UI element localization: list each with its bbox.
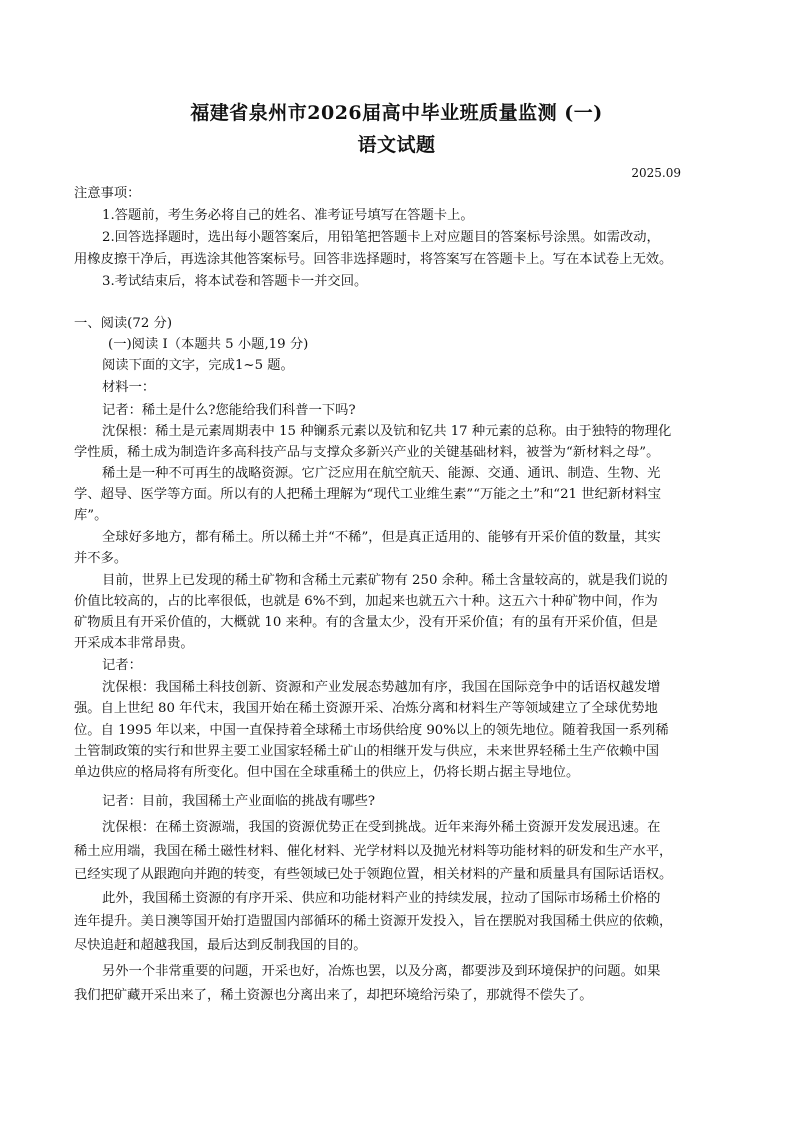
paragraph-line: 强。自上世纪 80 年代末，我国开始在稀土资源开采、冶炼分离和材料生产等领域建立了全球优势地: [74, 701, 658, 716]
paragraph-line: 目前，世界上已发现的稀土矿物和含稀土元素矿物有 250 余种。稀土含量较高的，就是我们说的: [102, 573, 668, 588]
paragraph-line: 价值比较高的，占的比率很低，也就是 6%不到，加起来也就五六十种。这五六十种矿物中间，作为: [74, 594, 658, 609]
paragraph-line: 已经实现了从跟跑向并跑的转变，有些领域已处于领跑位置，相关材料的产量和质量具有国际话语权。: [74, 867, 673, 882]
paragraph-line: 我们把矿藏开采出来了，稀土资源也分离出来了，却把环境给污染了，那就得不偿失了。: [74, 988, 593, 1003]
paragraph-line: 位。自 1995 年以来，中国一直保持着全球稀土市场供给度 90%以上的领先地位。随着我国一系列稀: [74, 723, 669, 738]
paragraph-line: 此外，我国稀土资源的有序开采、供应和功能材料产业的持续发展，拉动了国际市场稀土价格的: [102, 891, 661, 906]
paragraph-line: 另外一个非常重要的问题，开采也好，冶炼也罢，以及分离，都要涉及到环境保护的问题。如果: [102, 964, 661, 979]
notice-item-3: 3.考试结束后，将本试卷和答题卡一并交回。: [102, 274, 368, 289]
exam-subject: 语文试题: [357, 134, 436, 156]
paragraph-line: 全球好多地方，都有稀土。所以稀土并“不稀”，但是真正适用的、能够有开采价值的数量，其实: [102, 530, 661, 545]
notice-item-2: 2.回答选择题时，选出每小题答案后，用铅笔把答题卡上对应题目的答案标号涂黑。如需改动，: [102, 230, 660, 245]
paragraph-line: 矿物质且有开采价值的，大概就 10 来种。有的含量太少，没有开采价值；有的虽有开采价值，但是: [74, 615, 658, 630]
section-instruction: 阅读下面的文字，完成1~5 题。: [102, 358, 294, 373]
paragraph-line: 沈保根：稀土是元素周期表中 15 种镧系元素以及钪和钇共 17 种元素的总称。由于独特的物理化: [102, 424, 672, 439]
paragraph-line: 记者：目前，我国稀土产业面临的挑战有哪些?: [102, 794, 376, 809]
notice-item-1: 1.答题前，考生务必将自己的姓名、准考证号填写在答题卡上。: [102, 208, 474, 223]
paragraph-line: 连年提升。美日澳等国开始打造盟国内部循环的稀土资源开发投入，旨在摆脱对我国稀土供应的依赖，: [74, 914, 673, 929]
paragraph-line: 稀土应用端，我国在稀土磁性材料、催化材料、光学材料以及抛光材料等功能材料的研发和生产水平，: [74, 844, 673, 859]
notice-heading: 注意事项：: [74, 186, 141, 201]
paragraph-line: 沈保根：在稀土资源端，我国的资源优势正在受到挑战。近年来海外稀土资源开发发展迅速。在: [102, 820, 661, 835]
paragraph-line: 并不多。: [74, 551, 128, 566]
paragraph-line: 沈保根：我国稀土科技创新、资源和产业发展态势越加有序，我国在国际竞争中的话语权越发增: [102, 680, 661, 695]
paragraph-line: 稀土是一种不可再生的战略资源。它广泛应用在航空航天、能源、交通、通讯、制造、生物、光: [102, 466, 661, 481]
paragraph-line: 土管制政策的实行和世界主要工业国家轻稀土矿山的相继开发与供应，未来世界轻稀土生产依赖中国: [74, 744, 660, 759]
paragraph-line: 学性质，稀土成为制造许多高科技产品与支撑众多新兴产业的关键基础材料，被誉为“新材料之母”。: [74, 445, 660, 460]
exam-date: 2025.09: [631, 166, 681, 180]
paragraph-line: 记者：: [102, 658, 142, 673]
paragraph-line: 开采成本非常昂贵。: [74, 636, 194, 651]
paragraph-line: 记者：稀土是什么?您能给我们科普一下吗?: [102, 403, 356, 418]
notice-item-2-cont: 用橡皮擦干净后，再选涂其他答案标号。回答非选择题时，将答案写在答题卡上。写在本试卷上无效。: [74, 252, 673, 267]
exam-title: 福建省泉州市2026届高中毕业班质量监测 (一): [190, 102, 603, 124]
paragraph-line: 学、超导、医学等方面。所以有的人把稀土理解为“现代工业维生素”“万能之土”和“21 世纪新材料宝: [74, 487, 662, 502]
paragraph-line: 单边供应的格局将有所变化。但中国在全球重稀土的供应上，仍将长期占据主导地位。: [74, 765, 580, 780]
section-heading: 一、阅读(72 分): [74, 316, 173, 331]
paragraph-line: 库”。: [74, 508, 108, 523]
section-subheading: (一)阅读 I（本题共 5 小题,19 分): [108, 337, 309, 352]
paragraph-line: 尽快追赶和超越我国，最后达到反制我国的目的。: [74, 938, 367, 953]
material-label: 材料一：: [102, 380, 156, 395]
